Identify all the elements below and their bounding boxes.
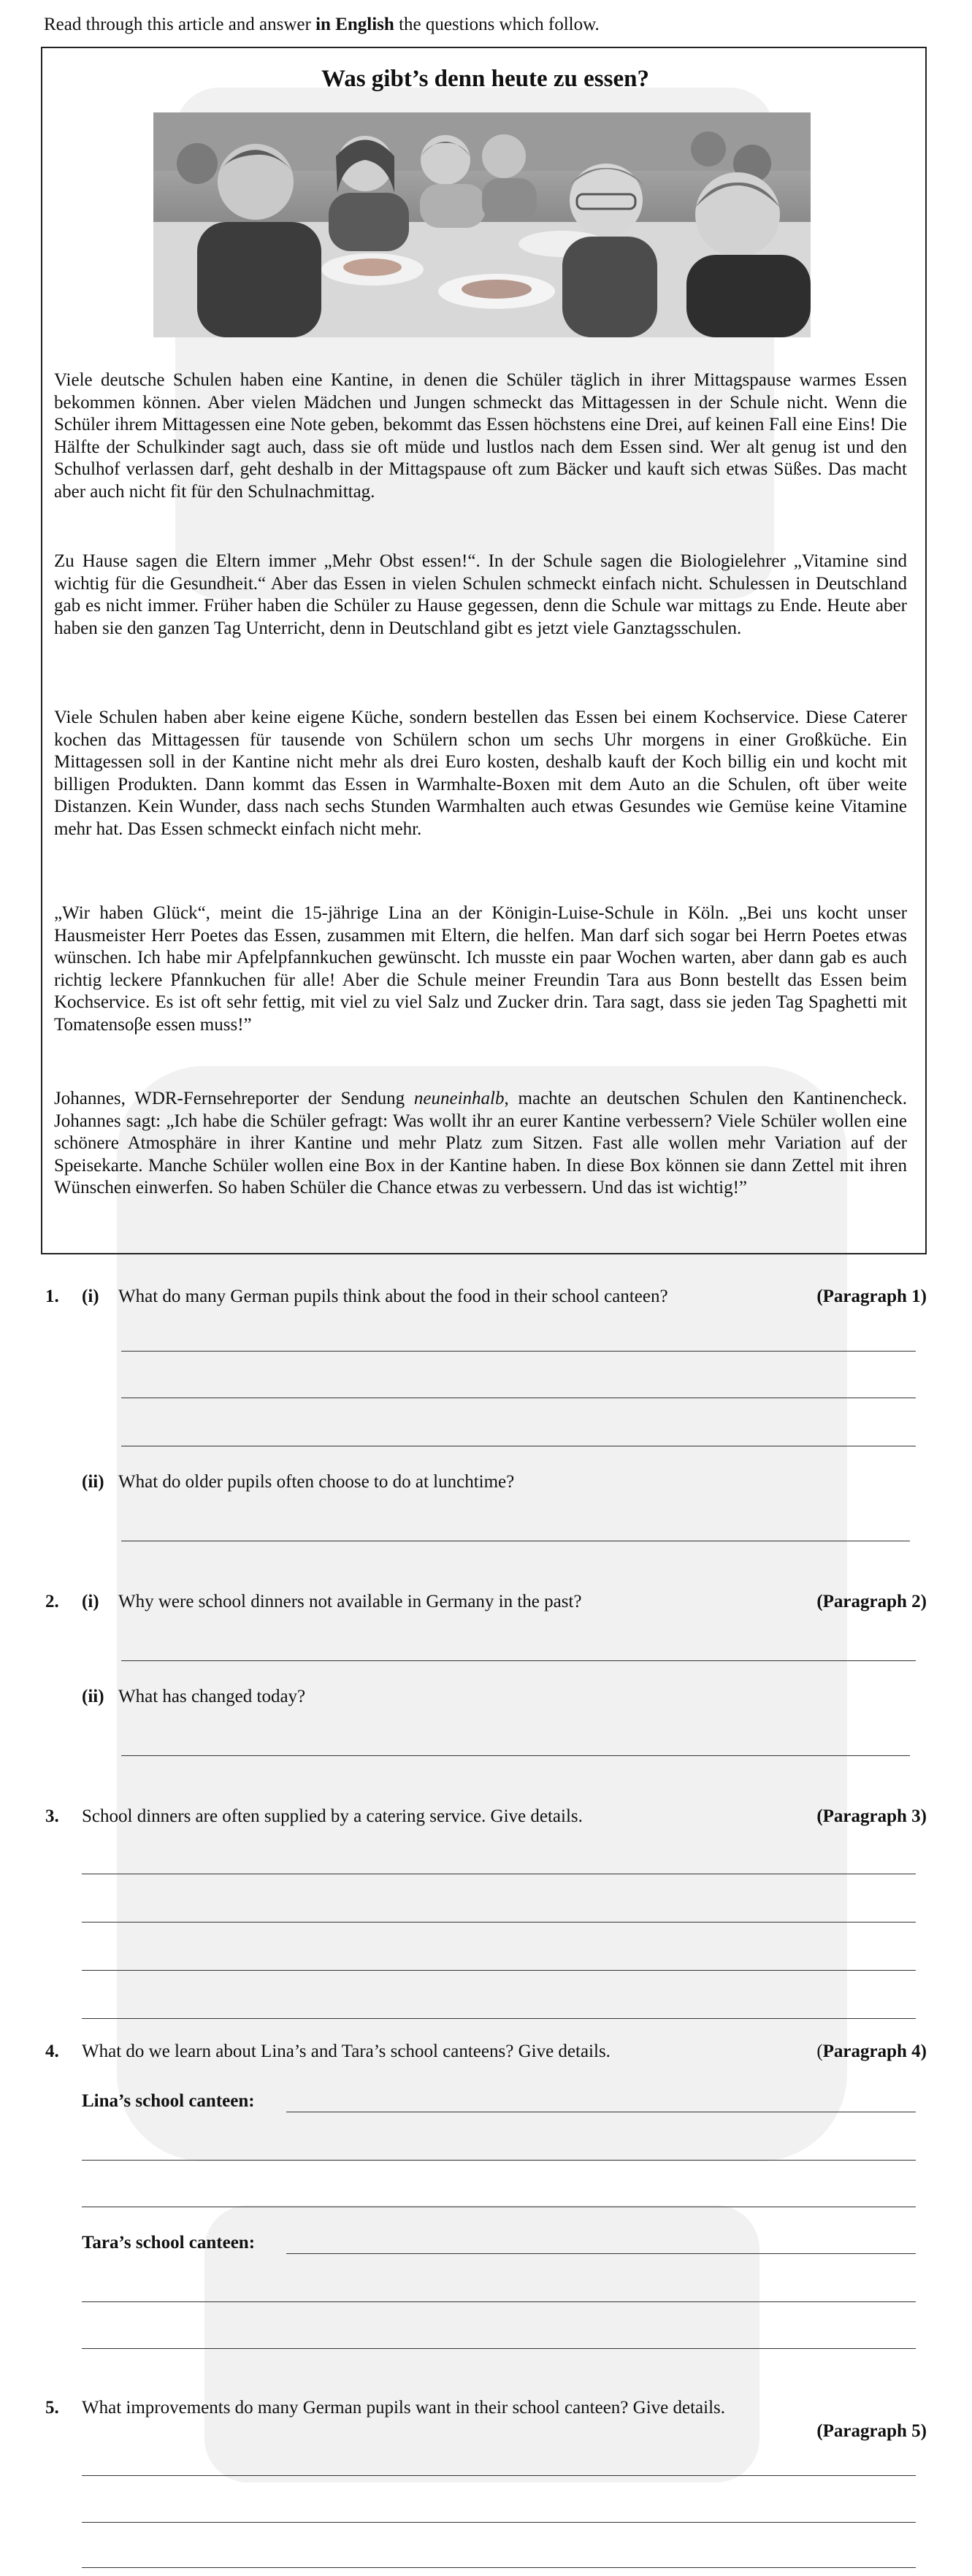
question-2-number: 2.: [45, 1592, 59, 1611]
question-2i-text: Why were school dinners not available in Germany in the past?: [118, 1592, 582, 1611]
question-1ii-label: (ii): [82, 1472, 104, 1492]
answer-line[interactable]: [82, 2018, 916, 2019]
article-paragraph-5: Johannes, WDR-Fernsehreporter der Sendung neuneinhalb, machte an deutschen Schulen den Kantinencheck. Johannes sagt: „Ich habe die Schüler gefragt: Was wollt ihr an eurer Kantine verbessern? Viele Schüler wollen eine schönere Atmosphäre in ihrer Kantine und mehr Platz zum Sitzen. Fast alle wollen mehr Variation auf der Speisekarte. Manche Schüler wollen eine Box in der Kantine haben. In diese Box können sie dann Zettel mit ihren Wünschen einwerfen. So haben Schüler die Chance etwas zu verbessern. Und das ist wichtig!”: [54, 1089, 907, 1198]
article-title: Was gibt’s denn heute zu essen?: [321, 66, 649, 92]
question-1-number: 1.: [45, 1287, 59, 1306]
question-2ii-label: (ii): [82, 1687, 104, 1706]
answer-line[interactable]: [82, 2160, 916, 2161]
tara-canteen-label: Tara’s school canteen:: [82, 2233, 256, 2253]
question-2i-reference: (Paragraph 2): [816, 1592, 927, 1611]
question-5-number: 5.: [45, 2398, 59, 2418]
question-5-reference: (Paragraph 5): [816, 2421, 927, 2441]
answer-line[interactable]: [82, 2475, 916, 2476]
answer-line[interactable]: [121, 1660, 916, 1661]
question-1ii-text: What do older pupils often choose to do at lunchtime?: [118, 1472, 515, 1492]
answer-line[interactable]: [286, 2253, 916, 2254]
article-paragraph-4: „Wir haben Glück“, meint die 15-jährige Lina an der Königin-Luise-Schule in Köln. „Bei uns kocht unser Hausmeister Herr Poetes das Essen, zusammen mit Eltern, die helfen. Man darf sich sogar bei Herrn Poetes etwas wünschen. Ich habe mir Apfelpfannkuchen gewünscht. Ich musste ein paar Wochen warten, aber dann gab es auch richtig leckere Pfannkuchen für alle! Aber die Schule meiner Freundin Tara aus Bonn bestellt das Essen beim Kochservice. Es ist oft sehr fettig, mit viel zu viel Salz und Zucker drin. Tara sagt, dass sie jeden Tag Spaghetti mit Tomatensoβe essen muss!”: [54, 903, 907, 1035]
lina-canteen-label: Lina’s school canteen:: [82, 2091, 255, 2111]
answer-line[interactable]: [121, 1351, 916, 1352]
answer-line[interactable]: [82, 2567, 916, 2568]
answer-line[interactable]: [82, 1922, 916, 1923]
question-1i-label: (i): [82, 1287, 99, 1306]
answer-line[interactable]: [82, 2522, 916, 2523]
answer-line[interactable]: [82, 2348, 916, 2349]
question-2i-label: (i): [82, 1592, 99, 1611]
article-paragraph-2: Zu Hause sagen die Eltern immer „Mehr Obst essen!“. In der Schule sagen die Biologielehrer „Vitamine sind wichtig für die Gesundheit.“ Aber das Essen in vielen Schulen schmeckt einfach nicht. Schulessen in Deutschland gab es nicht immer. Früher haben die Schüler zu Hause gegessen, denn die Schule war mittags zu Ende. Heute aber haben sie den ganzen Tag Unterricht, denn in Deutschland gibt es jetzt viele Ganztagsschulen.: [54, 551, 907, 638]
school-canteen-photo: [153, 112, 811, 337]
question-1i-reference: (Paragraph 1): [816, 1287, 927, 1306]
article-paragraph-3: Viele Schulen haben aber keine eigene Küche, sondern bestellen das Essen bei einem Kochservice. Diese Caterer kochen das Mittagessen für tausende von Schülern schon um sechs Uhr morgens in einer Großküche. Ein Mittagessen soll in der Kantine nicht mehr als drei Euro kosten, deshalb kauft der Koch billig ein und kocht mit billigen Produkten. Dann kommt das Essen in Warmhalte-Boxen mit dem Auto an die Schulen, oft über weite Distanzen. Kein Wunder, dass nach sechs Stunden Warmhalten auch etwas Gesundes wie Gemüse keine Vitamine mehr hat. Das Essen schmeckt einfach nicht mehr.: [54, 708, 907, 839]
article-box: [41, 47, 927, 1254]
answer-line[interactable]: [82, 2301, 916, 2302]
answer-line[interactable]: [121, 1755, 910, 1756]
instruction-line: Read through this article and answer in English the questions which follow.: [44, 15, 600, 34]
answer-line[interactable]: [82, 1970, 916, 1971]
question-4-text: What do we learn about Lina’s and Tara’s school canteens? Give details.: [82, 2042, 611, 2061]
question-4-number: 4.: [45, 2042, 59, 2061]
question-1i-text: What do many German pupils think about the food in their school canteen?: [118, 1287, 668, 1306]
article-paragraph-1: Viele deutsche Schulen haben eine Kantine, in denen die Schüler täglich in ihrer Mittagspause warmes Essen bekommen können. Aber vielen Mädchen und Jungen schmeckt das Mittagessen in der Schule nicht. Wenn die Schüler ihrem Mittagessen eine Note geben, bekommt das Essen höchstens eine Drei, auf keinen Fall eine Eins! Die Hälfte der Schulkinder sagt auch, dass sie oft müde und lustlos nach dem Essen sind. Wer alt genug ist und den Schulhof verlassen darf, geht deshalb in der Mittagspause oft zum Bäcker und kauft sich etwas Süßes. Das macht aber auch nicht fit für den Schulnachmittag.: [54, 370, 907, 502]
question-4-reference: (Paragraph 4): [816, 2042, 927, 2061]
question-2ii-text: What has changed today?: [118, 1687, 306, 1706]
question-3-reference: (Paragraph 3): [816, 1806, 927, 1826]
question-3-text: School dinners are often supplied by a catering service. Give details.: [82, 1806, 583, 1826]
question-5-text: What improvements do many German pupils want in their school canteen? Give details.: [82, 2398, 726, 2418]
question-3-number: 3.: [45, 1806, 59, 1826]
